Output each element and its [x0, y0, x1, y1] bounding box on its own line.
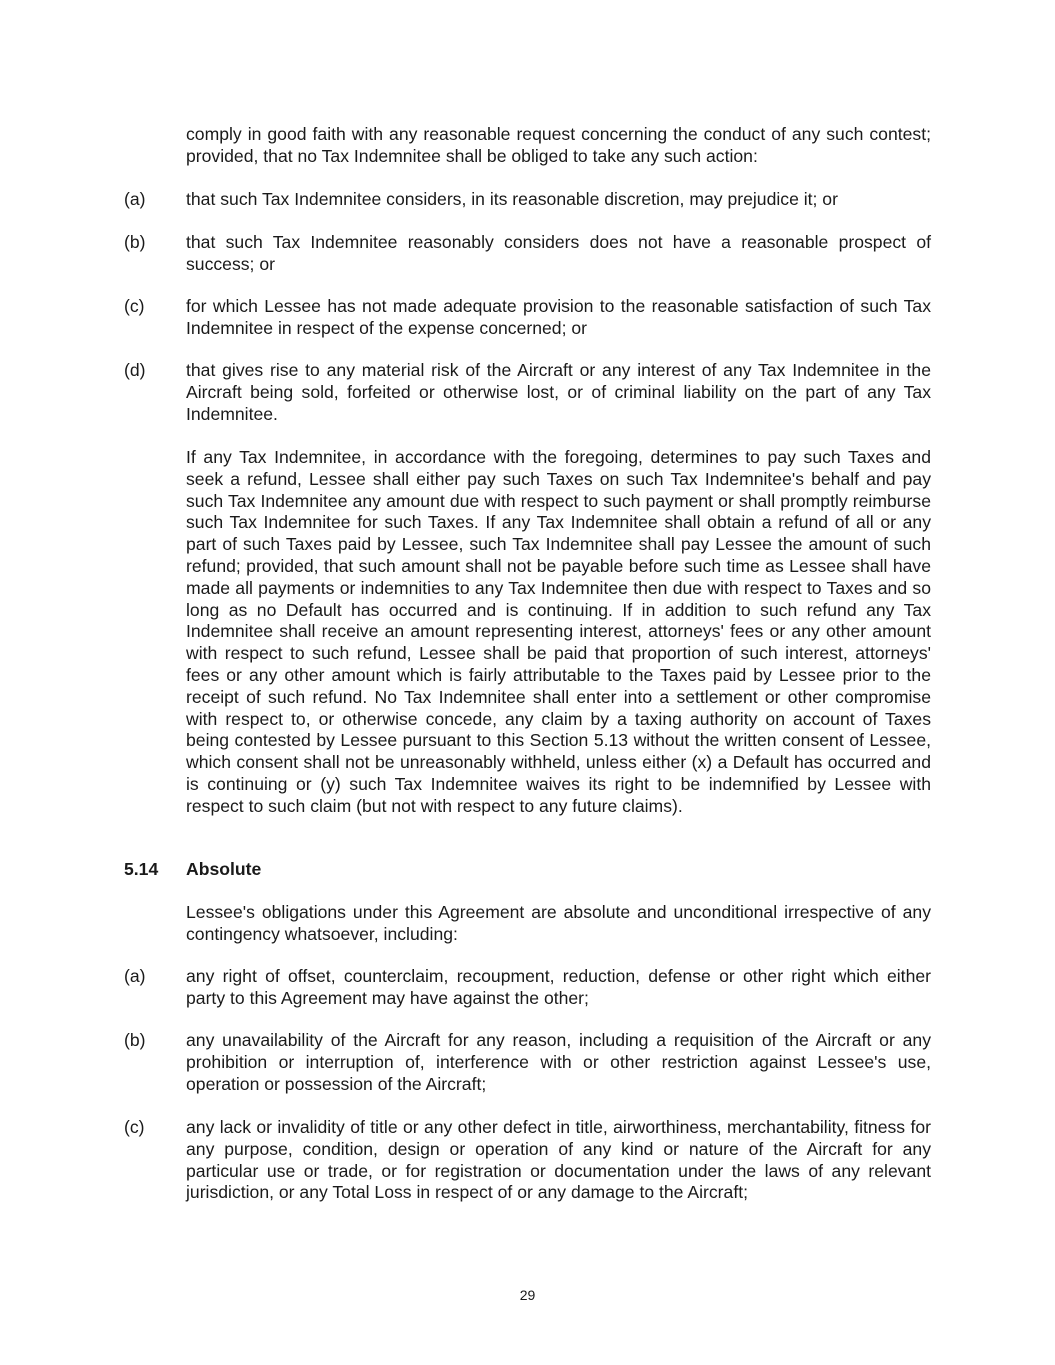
- refund-paragraph: If any Tax Indemnitee, in accordance with the foregoing, determines to pay such Taxes and seek a refund, Lessee shall either pay such Taxes on such Tax Indemnitee's behalf and pay such Tax Indemnitee any amount due with respect to such payment or shall promptly reimburse such Tax Indemnitee for such Taxes. If any Tax Indemnitee shall obtain a refund of all or any part of such Taxes paid by Lessee, such Tax Indemnitee shall pay Lessee the amount of such refund; provided, that such amount shall not be payable before such time as Lessee shall have made all payments or indemnities to any Tax Indemnitee then due with respect to Taxes and so long as no Default has occurred and is continuing. If in addition to such refund any Tax Indemnitee shall receive an amount representing interest, attorneys' fees or any other amount with respect to such refund, Lessee shall be paid that proportion of such interest, attorneys' fees or any other amount which is fairly attributable to the Taxes paid by Lessee prior to the receipt of such refund. No Tax Indemnitee shall enter into a settlement or other compromise with respect to, or otherwise concede, any claim by a taxing authority on account of Taxes being contested by Lessee pursuant to this Section 5.13 without the written consent of Lessee, which consent shall not be unreasonably withheld, unless either (x) a Default has occurred and is continuing or (y) such Tax Indemnitee waives its right to be indemnified by Lessee with respect to such claim (but not with respect to any future claims).: [186, 447, 931, 816]
- list-item-text: for which Lessee has not made adequate provision to the reasonable satisfaction of such Tax Indemnitee in respect of the expense concerned; or: [186, 296, 931, 338]
- list-item-text: that such Tax Indemnitee considers, in its reasonable discretion, may prejudice it; or: [186, 189, 838, 209]
- list-item-label: (d): [124, 360, 146, 380]
- list-item-label: (a): [124, 966, 146, 986]
- list-item-text: any right of offset, counterclaim, recoupment, reduction, defense or other right which either party to this Agreement may have against the other;: [186, 966, 931, 1008]
- contest-intro-paragraph: comply in good faith with any reasonable request concerning the conduct of any such contest; provided, that no Tax Indemnitee shall be obliged to take any such action:: [186, 124, 931, 166]
- section-intro-paragraph: Lessee's obligations under this Agreement are absolute and unconditional irrespective of any contingency whatsoever, including:: [186, 902, 931, 944]
- list-item-label: (a): [124, 189, 146, 209]
- list-item-text: that such Tax Indemnitee reasonably considers does not have a reasonable prospect of success; or: [186, 232, 931, 274]
- list-item-text: that gives rise to any material risk of the Aircraft or any interest of any Tax Indemnitee in the Aircraft being sold, forfeited or otherwise lost, or of criminal liability on the part of any Tax Indemnitee.: [186, 360, 931, 424]
- list-item-text: any unavailability of the Aircraft for any reason, including a requisition of the Aircraft or any prohibition or interruption of, interference with or other restriction against Lessee's use, operation or possession of the Aircraft;: [186, 1030, 931, 1094]
- list-item-label: (b): [124, 1030, 146, 1050]
- list-item-label: (c): [124, 296, 145, 316]
- page-number: 29: [519, 1287, 536, 1303]
- list-item-label: (c): [124, 1117, 145, 1137]
- list-item-label: (b): [124, 232, 146, 252]
- section-number: 5.14: [124, 859, 159, 879]
- section-title: Absolute: [186, 859, 262, 879]
- list-item-text: any lack or invalidity of title or any other defect in title, airworthiness, merchantability, fitness for any purpose, condition, design or operation of any kind or nature of the Aircraft for any particular use or trade, or for registration or documentation under the laws of any relevant jurisdiction, or any Total Loss in respect of or any damage to the Aircraft;: [186, 1117, 931, 1203]
